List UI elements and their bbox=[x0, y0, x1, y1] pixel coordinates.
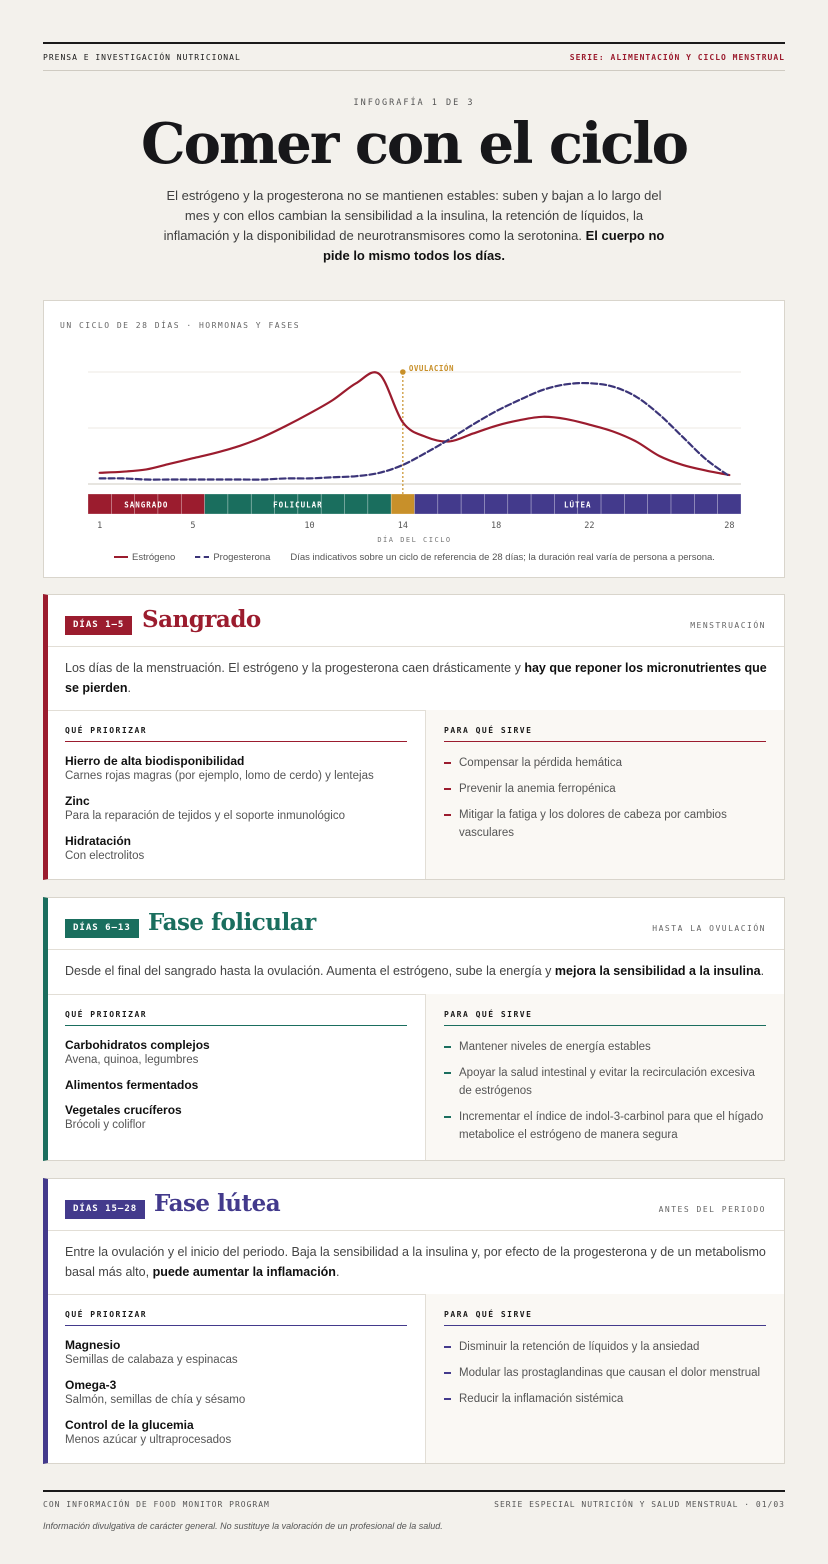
x-tick-label: 22 bbox=[584, 521, 595, 531]
list-item bbox=[65, 1103, 407, 1133]
list-item bbox=[65, 1378, 407, 1408]
purpose-bullet: Mitigar la fatiga y los dolores de cabeza por cambios vasculares bbox=[444, 806, 766, 842]
purpose-bullet: Apoyar la salud intestinal y evitar la recirculación excesiva de estrógenos bbox=[444, 1064, 766, 1100]
eyebrow: INFOGRAFÍA 1 DE 3 bbox=[353, 98, 475, 108]
phase-cell bbox=[624, 494, 647, 514]
chart-note: Días indicativos sobre un ciclo de referencia de 28 días; la duración real varía de persona a persona. bbox=[290, 552, 715, 563]
x-tick-label: 1 bbox=[97, 521, 103, 531]
phase-desc: Los días de la menstruación. El estrógeno y la progesterona caen drásticamente y bbox=[65, 661, 521, 675]
phase-cell bbox=[391, 494, 414, 514]
disclaimer: Información divulgativa de carácter general. No sustituye la valoración de un profesional de la salud. bbox=[43, 1521, 443, 1531]
chart-label: UN CICLO DE 28 DÍAS · HORMONAS Y FASES bbox=[60, 321, 301, 330]
prioritize-column bbox=[48, 994, 426, 1160]
purpose-bullet: Incrementar el índice de indol-3-carbinol para que el hígado metabolice el estrógeno de manera segura bbox=[444, 1108, 766, 1144]
list-item bbox=[65, 754, 407, 784]
phase-desc-end: . bbox=[127, 681, 132, 695]
item-subtitle: Carnes rojas magras (por ejemplo, lomo de cerdo) y lentejas bbox=[65, 770, 374, 782]
item-subtitle: Salmón, semillas de chía y sésamo bbox=[65, 1394, 246, 1406]
item-subtitle: Para la reparación de tejidos y el soporte inmunológico bbox=[65, 810, 345, 822]
phase-title: Fase lútea bbox=[154, 1190, 281, 1217]
phase-desc: Desde el final del sangrado hasta la ovulación. Aumenta el estrógeno, sube la energía y bbox=[65, 964, 552, 978]
phase-cell bbox=[251, 494, 274, 514]
prioritize-column bbox=[48, 710, 426, 879]
estrogen-swatch bbox=[114, 556, 128, 558]
purpose-bullet: Mantener niveles de energía estables bbox=[444, 1038, 766, 1056]
purpose-heading: PARA QUÉ SIRVE bbox=[444, 1310, 766, 1326]
purpose-column bbox=[426, 1294, 784, 1463]
intro-body: El estrógeno y la progesterona no se mantienen estables: suben y bajan a lo largo del mes y con ellos cambian la sensibilidad a la insulina, la retención de líquidos, la inflamación y la disponibilidad de neurotransmisores como la serotonina. bbox=[163, 188, 662, 243]
item-subtitle: Brócoli y coliflor bbox=[65, 1119, 146, 1131]
phase-cell bbox=[601, 494, 624, 514]
phase-header bbox=[48, 1179, 784, 1231]
phase-tag: HASTA LA OVULACIÓN bbox=[652, 924, 766, 933]
phase-desc-bold: mejora la sensibilidad a la insulina bbox=[554, 964, 761, 978]
prioritize-heading: QUÉ PRIORIZAR bbox=[65, 1310, 407, 1326]
phase-label: SANGRADO bbox=[124, 500, 169, 510]
prioritize-column bbox=[48, 1294, 426, 1463]
chart-legend bbox=[114, 552, 715, 563]
publisher-label: PRENSA E INVESTIGACIÓN NUTRICIONAL bbox=[43, 52, 241, 62]
item-title: Vegetales crucíferos bbox=[65, 1103, 182, 1117]
item-title: Control de la glucemia bbox=[65, 1418, 194, 1432]
phase-cell bbox=[461, 494, 484, 514]
item-title: Hidratación bbox=[65, 834, 132, 848]
item-subtitle: Avena, quinoa, legumbres bbox=[65, 1054, 199, 1066]
phase-card-folicular bbox=[43, 897, 785, 1161]
phase-cell bbox=[648, 494, 671, 514]
item-subtitle: Con electrolitos bbox=[65, 850, 145, 862]
x-tick-label: 10 bbox=[304, 521, 315, 531]
phase-desc-end: . bbox=[335, 1265, 340, 1279]
list-item bbox=[65, 1038, 407, 1068]
phase-cell bbox=[671, 494, 694, 514]
phase-desc: Entre la ovulación y el inicio del periodo. Baja la sensibilidad a la insulina y, por efecto de la progesterona y de un metabolismo basal más alto, bbox=[65, 1245, 766, 1279]
list-item bbox=[65, 834, 407, 864]
x-tick-label: 5 bbox=[190, 521, 196, 531]
list-item bbox=[65, 1418, 407, 1448]
purpose-bullet: Compensar la pérdida hemática bbox=[444, 754, 766, 772]
phase-columns bbox=[48, 710, 784, 879]
purpose-heading: PARA QUÉ SIRVE bbox=[444, 726, 766, 742]
item-subtitle: Menos azúcar y ultraprocesados bbox=[65, 1434, 232, 1446]
phase-columns bbox=[48, 1294, 784, 1463]
item-subtitle: Semillas de calabaza y espinacas bbox=[65, 1354, 238, 1366]
phase-cell bbox=[484, 494, 507, 514]
purpose-heading: PARA QUÉ SIRVE bbox=[444, 1010, 766, 1026]
phase-cell bbox=[345, 494, 368, 514]
list-item bbox=[65, 1338, 407, 1368]
phase-badge: DÍAS 6–13 bbox=[65, 919, 139, 938]
phase-description bbox=[48, 647, 784, 711]
item-title: Alimentos fermentados bbox=[65, 1078, 199, 1092]
purpose-bullet: Prevenir la anemia ferropénica bbox=[444, 780, 766, 798]
list-item bbox=[65, 1078, 407, 1093]
phase-badge: DÍAS 1–5 bbox=[65, 616, 132, 635]
phase-header bbox=[48, 898, 784, 950]
legend-estrogen-label: Estrógeno bbox=[132, 552, 176, 563]
phase-cell bbox=[205, 494, 228, 514]
phase-columns bbox=[48, 994, 784, 1160]
item-title: Zinc bbox=[65, 794, 90, 808]
x-tick-label: 14 bbox=[397, 521, 408, 531]
ovulation-label: OVULACIÓN bbox=[408, 364, 454, 373]
x-tick-label: 28 bbox=[724, 521, 735, 531]
purpose-bullet: Disminuir la retención de líquidos y la ansiedad bbox=[444, 1338, 766, 1356]
top-bar bbox=[43, 42, 785, 71]
page-title: Comer con el ciclo bbox=[141, 111, 687, 177]
item-title: Magnesio bbox=[65, 1338, 121, 1352]
phase-tag: MENSTRUACIÓN bbox=[690, 621, 766, 630]
ovulation-marker bbox=[400, 369, 406, 375]
phase-desc-end: . bbox=[760, 964, 765, 978]
phase-card-sangrado bbox=[43, 594, 785, 880]
x-tick-label: 18 bbox=[491, 521, 502, 531]
footer-source: CON INFORMACIÓN DE FOOD MONITOR PROGRAM bbox=[43, 1500, 270, 1509]
phase-badge: DÍAS 15–28 bbox=[65, 1200, 145, 1219]
phase-cell bbox=[181, 494, 204, 514]
phase-cell bbox=[531, 494, 554, 514]
phase-cell bbox=[321, 494, 344, 514]
phase-desc-bold: puede aumentar la inflamación bbox=[152, 1265, 336, 1279]
prioritize-heading: QUÉ PRIORIZAR bbox=[65, 1010, 407, 1026]
phase-cell bbox=[718, 494, 741, 514]
footer-series: SERIE ESPECIAL NUTRICIÓN Y SALUD MENSTRUAL · 01/03 bbox=[494, 1500, 785, 1509]
phase-title: Fase folicular bbox=[148, 909, 316, 936]
phase-cell bbox=[88, 494, 111, 514]
prioritize-heading: QUÉ PRIORIZAR bbox=[65, 726, 407, 742]
item-title: Omega-3 bbox=[65, 1378, 117, 1392]
legend-estrogen bbox=[114, 552, 175, 563]
phase-cell bbox=[694, 494, 717, 514]
x-axis-label: DÍA DEL CICLO bbox=[377, 536, 452, 544]
phase-description bbox=[48, 950, 784, 995]
purpose-column bbox=[426, 710, 784, 879]
purpose-bullet: Reducir la inflamación sistémica bbox=[444, 1390, 766, 1408]
phase-description bbox=[48, 1231, 784, 1295]
item-title: Hierro de alta biodisponibilidad bbox=[65, 754, 245, 768]
phase-tag: ANTES DEL PERIODO bbox=[658, 1205, 766, 1214]
purpose-column bbox=[426, 994, 784, 1160]
progesterone-swatch bbox=[195, 556, 209, 558]
intro-bold: El cuerpo no pide lo mismo todos los días. bbox=[322, 228, 665, 263]
phase-label: LÚTEA bbox=[563, 500, 592, 510]
phase-cell bbox=[438, 494, 461, 514]
series-label: SERIE: ALIMENTACIÓN Y CICLO MENSTRUAL bbox=[569, 52, 785, 62]
phase-card-lutea bbox=[43, 1178, 785, 1464]
phase-header bbox=[48, 595, 784, 647]
hormone-chart-card bbox=[43, 300, 785, 578]
item-title: Carbohidratos complejos bbox=[65, 1038, 210, 1052]
phase-cell bbox=[368, 494, 391, 514]
list-item bbox=[65, 794, 407, 824]
phase-cell bbox=[415, 494, 438, 514]
phase-cell bbox=[228, 494, 251, 514]
intro-text bbox=[160, 186, 668, 266]
phase-label: FOLICULAR bbox=[273, 500, 323, 510]
legend-progesterone bbox=[195, 552, 270, 563]
footer bbox=[43, 1490, 785, 1509]
phase-title: Sangrado bbox=[142, 606, 261, 633]
phase-desc-bold: hay que reponer los micronutrientes que se pierden bbox=[65, 661, 767, 695]
purpose-bullet: Modular las prostaglandinas que causan el dolor menstrual bbox=[444, 1364, 766, 1382]
legend-progesterone-label: Progesterona bbox=[213, 552, 271, 563]
hormone-chart bbox=[44, 301, 786, 579]
phase-cell bbox=[508, 494, 531, 514]
